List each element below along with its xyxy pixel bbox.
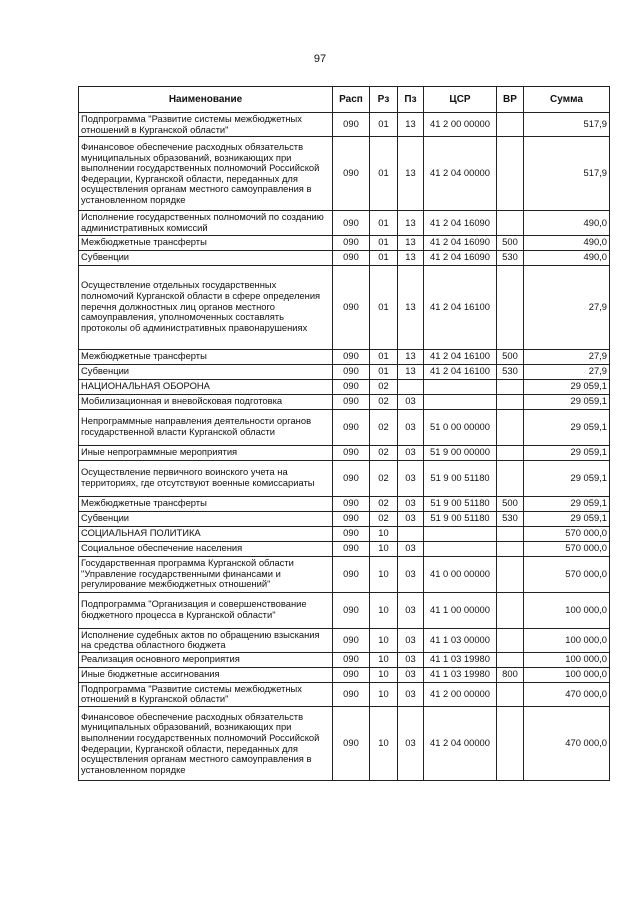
header-rz: Рз [370,87,398,113]
cell-rz: 01 [370,113,398,137]
table-row [79,379,610,394]
cell-csr: 41 1 03 00000 [424,628,497,652]
cell-name: Иные непрограммные мероприятия [79,445,333,460]
cell-rasp: 090 [333,113,370,137]
cell-rasp: 090 [333,592,370,628]
cell-sum: 29 059,1 [524,394,610,409]
cell-name: Непрограммные направления деятельности органов государственной власти Курганской области [79,409,333,445]
cell-rasp: 090 [333,460,370,496]
cell-vr [497,592,524,628]
cell-rz: 02 [370,394,398,409]
cell-name: Финансовое обеспечение расходных обязательств муниципальных образований, возникающих при выполнении государственных полномочий Российской Федерации, Курганской области, переданных для осуществления органам местного самоуправления в установленном порядке [79,707,333,781]
cell-vr: 530 [497,364,524,379]
cell-rasp: 090 [333,364,370,379]
cell-csr [424,526,497,541]
cell-rasp: 090 [333,137,370,211]
header-vr: ВР [497,87,524,113]
cell-csr: 51 9 00 51180 [424,511,497,526]
cell-rasp: 090 [333,379,370,394]
cell-pz: 03 [398,682,424,706]
cell-csr: 41 2 04 00000 [424,707,497,781]
table-row [79,628,610,652]
cell-rasp: 090 [333,211,370,235]
cell-vr [497,379,524,394]
cell-rz: 10 [370,592,398,628]
cell-sum: 470 000,0 [524,707,610,781]
cell-pz: 13 [398,113,424,137]
cell-sum: 517,9 [524,137,610,211]
cell-vr [497,541,524,556]
cell-vr [497,460,524,496]
cell-csr: 41 2 04 00000 [424,137,497,211]
cell-pz: 03 [398,556,424,592]
cell-pz: 03 [398,445,424,460]
cell-vr: 800 [497,667,524,682]
cell-pz: 03 [398,541,424,556]
cell-pz: 03 [398,409,424,445]
table-row [79,460,610,496]
cell-pz: 13 [398,211,424,235]
cell-sum: 27,9 [524,364,610,379]
cell-sum: 490,0 [524,235,610,250]
table-row [79,556,610,592]
cell-pz: 13 [398,250,424,265]
cell-rasp: 090 [333,526,370,541]
cell-sum: 27,9 [524,265,610,349]
cell-name: Исполнение государственных полномочий по созданию административных комиссий [79,211,333,235]
header-name: Наименование [79,87,333,113]
cell-name: СОЦИАЛЬНАЯ ПОЛИТИКА [79,526,333,541]
cell-rasp: 090 [333,496,370,511]
cell-vr [497,556,524,592]
table-row [79,707,610,781]
cell-pz: 13 [398,137,424,211]
cell-rasp: 090 [333,652,370,667]
header-rasp: Расп [333,87,370,113]
cell-sum: 517,9 [524,113,610,137]
cell-rasp: 090 [333,667,370,682]
cell-rz: 02 [370,511,398,526]
cell-pz: 03 [398,707,424,781]
table-row [79,265,610,349]
cell-rasp: 090 [333,349,370,364]
table-row [79,592,610,628]
cell-sum: 470 000,0 [524,682,610,706]
cell-vr [497,113,524,137]
cell-rz: 02 [370,445,398,460]
cell-rasp: 090 [333,707,370,781]
cell-name: Мобилизационная и вневойсковая подготовка [79,394,333,409]
cell-name: Межбюджетные трансферты [79,349,333,364]
header-csr: ЦСР [424,87,497,113]
cell-name: Межбюджетные трансферты [79,235,333,250]
table-row [79,409,610,445]
cell-pz: 03 [398,667,424,682]
cell-csr [424,394,497,409]
page-number: 97 [313,53,327,65]
cell-vr: 500 [497,349,524,364]
cell-pz: 03 [398,460,424,496]
cell-sum: 570 000,0 [524,541,610,556]
cell-name: Подпрограмма "Развитие системы межбюджетных отношений в Курганской области" [79,113,333,137]
cell-rz: 01 [370,265,398,349]
cell-rz: 01 [370,364,398,379]
cell-sum: 100 000,0 [524,592,610,628]
cell-pz: 03 [398,511,424,526]
cell-name: Подпрограмма "Развитие системы межбюджетных отношений в Курганской области" [79,682,333,706]
cell-vr: 530 [497,250,524,265]
cell-name: Подпрограмма "Организация и совершенствование бюджетного процесса в Курганской области" [79,592,333,628]
cell-pz [398,526,424,541]
cell-sum: 100 000,0 [524,667,610,682]
cell-vr [497,445,524,460]
cell-name: Социальное обеспечение населения [79,541,333,556]
cell-name: Иные бюджетные ассигнования [79,667,333,682]
cell-rasp: 090 [333,682,370,706]
cell-rz: 10 [370,707,398,781]
table-row [79,667,610,682]
cell-vr [497,628,524,652]
cell-pz: 03 [398,652,424,667]
cell-csr [424,379,497,394]
cell-pz: 13 [398,235,424,250]
cell-vr [497,682,524,706]
cell-rasp: 090 [333,235,370,250]
cell-csr: 41 2 04 16090 [424,211,497,235]
cell-csr: 41 2 04 16090 [424,250,497,265]
cell-csr: 41 2 00 00000 [424,113,497,137]
cell-sum: 570 000,0 [524,556,610,592]
table-row [79,113,610,137]
table-body [79,113,610,781]
cell-vr [497,526,524,541]
cell-pz: 13 [398,349,424,364]
cell-rasp: 090 [333,511,370,526]
budget-table [78,86,610,781]
cell-sum: 29 059,1 [524,460,610,496]
cell-rz: 10 [370,652,398,667]
cell-pz: 03 [398,628,424,652]
cell-rasp: 090 [333,445,370,460]
table-row [79,394,610,409]
cell-pz: 13 [398,364,424,379]
cell-vr [497,137,524,211]
table-row [79,541,610,556]
table-row [79,137,610,211]
cell-csr: 41 2 04 16090 [424,235,497,250]
cell-sum: 29 059,1 [524,511,610,526]
cell-csr: 41 2 04 16100 [424,364,497,379]
cell-rz: 01 [370,250,398,265]
cell-rz: 02 [370,460,398,496]
cell-rasp: 090 [333,250,370,265]
cell-sum: 29 059,1 [524,379,610,394]
cell-name: Финансовое обеспечение расходных обязательств муниципальных образований, возникающих при выполнении государственных полномочий Российской Федерации, Курганской области, переданных для осуществления органам местного самоуправления в установленном порядке [79,137,333,211]
cell-rz: 01 [370,211,398,235]
cell-name: Осуществление первичного воинского учета на территориях, где отсутствуют военные комиссариаты [79,460,333,496]
cell-vr [497,409,524,445]
cell-rz: 02 [370,409,398,445]
cell-vr [497,707,524,781]
cell-sum: 490,0 [524,250,610,265]
cell-csr: 41 1 03 19980 [424,652,497,667]
cell-csr: 41 2 00 00000 [424,682,497,706]
cell-rasp: 090 [333,409,370,445]
cell-sum: 490,0 [524,211,610,235]
cell-rz: 01 [370,349,398,364]
header-row [79,87,610,113]
header-pz: Пз [398,87,424,113]
cell-vr: 500 [497,496,524,511]
cell-vr [497,652,524,667]
cell-csr: 41 1 00 00000 [424,592,497,628]
cell-csr: 51 9 00 51180 [424,460,497,496]
cell-sum: 100 000,0 [524,652,610,667]
cell-name: Государственная программа Курганской области "Управление государственными финансами и регулирование межбюджетных отношений" [79,556,333,592]
cell-rz: 10 [370,628,398,652]
cell-csr: 51 0 00 00000 [424,409,497,445]
cell-name: НАЦИОНАЛЬНАЯ ОБОРОНА [79,379,333,394]
table-row [79,211,610,235]
cell-name: Исполнение судебных актов по обращению взыскания на средства областного бюджета [79,628,333,652]
cell-csr [424,541,497,556]
cell-csr: 41 2 04 16100 [424,265,497,349]
table-row [79,682,610,706]
cell-vr [497,211,524,235]
cell-csr: 41 2 04 16100 [424,349,497,364]
cell-vr [497,394,524,409]
cell-pz [398,379,424,394]
table-row [79,496,610,511]
cell-rasp: 090 [333,556,370,592]
cell-rz: 10 [370,541,398,556]
cell-sum: 29 059,1 [524,445,610,460]
cell-sum: 29 059,1 [524,409,610,445]
table-row [79,445,610,460]
cell-rz: 02 [370,496,398,511]
cell-rasp: 090 [333,394,370,409]
cell-rz: 10 [370,526,398,541]
cell-csr: 41 1 03 19980 [424,667,497,682]
cell-vr: 500 [497,235,524,250]
cell-rz: 10 [370,556,398,592]
cell-sum: 29 059,1 [524,496,610,511]
cell-csr: 51 9 00 51180 [424,496,497,511]
cell-sum: 27,9 [524,349,610,364]
cell-name: Реализация основного мероприятия [79,652,333,667]
cell-vr: 530 [497,511,524,526]
cell-rz: 01 [370,137,398,211]
table-row [79,349,610,364]
cell-rasp: 090 [333,541,370,556]
cell-rz: 02 [370,379,398,394]
cell-rasp: 090 [333,265,370,349]
cell-pz: 03 [398,592,424,628]
cell-name: Осуществление отдельных государственных полномочий Курганской области в сфере определения перечня должностных лиц органов местного самоуправления, уполномоченных составлять протоколы об административных правонарушениях [79,265,333,349]
cell-rz: 01 [370,235,398,250]
cell-rz: 10 [370,682,398,706]
cell-csr: 41 0 00 00000 [424,556,497,592]
cell-name: Субвенции [79,250,333,265]
table-row [79,526,610,541]
header-sum: Сумма [524,87,610,113]
table-row [79,511,610,526]
cell-sum: 570 000,0 [524,526,610,541]
cell-pz: 03 [398,394,424,409]
table-row [79,235,610,250]
cell-name: Субвенции [79,364,333,379]
cell-csr: 51 9 00 00000 [424,445,497,460]
cell-rasp: 090 [333,628,370,652]
cell-pz: 13 [398,265,424,349]
cell-sum: 100 000,0 [524,628,610,652]
table-row [79,652,610,667]
cell-name: Межбюджетные трансферты [79,496,333,511]
table-row [79,364,610,379]
table-row [79,250,610,265]
cell-name: Субвенции [79,511,333,526]
cell-vr [497,265,524,349]
cell-rz: 10 [370,667,398,682]
cell-pz: 03 [398,496,424,511]
